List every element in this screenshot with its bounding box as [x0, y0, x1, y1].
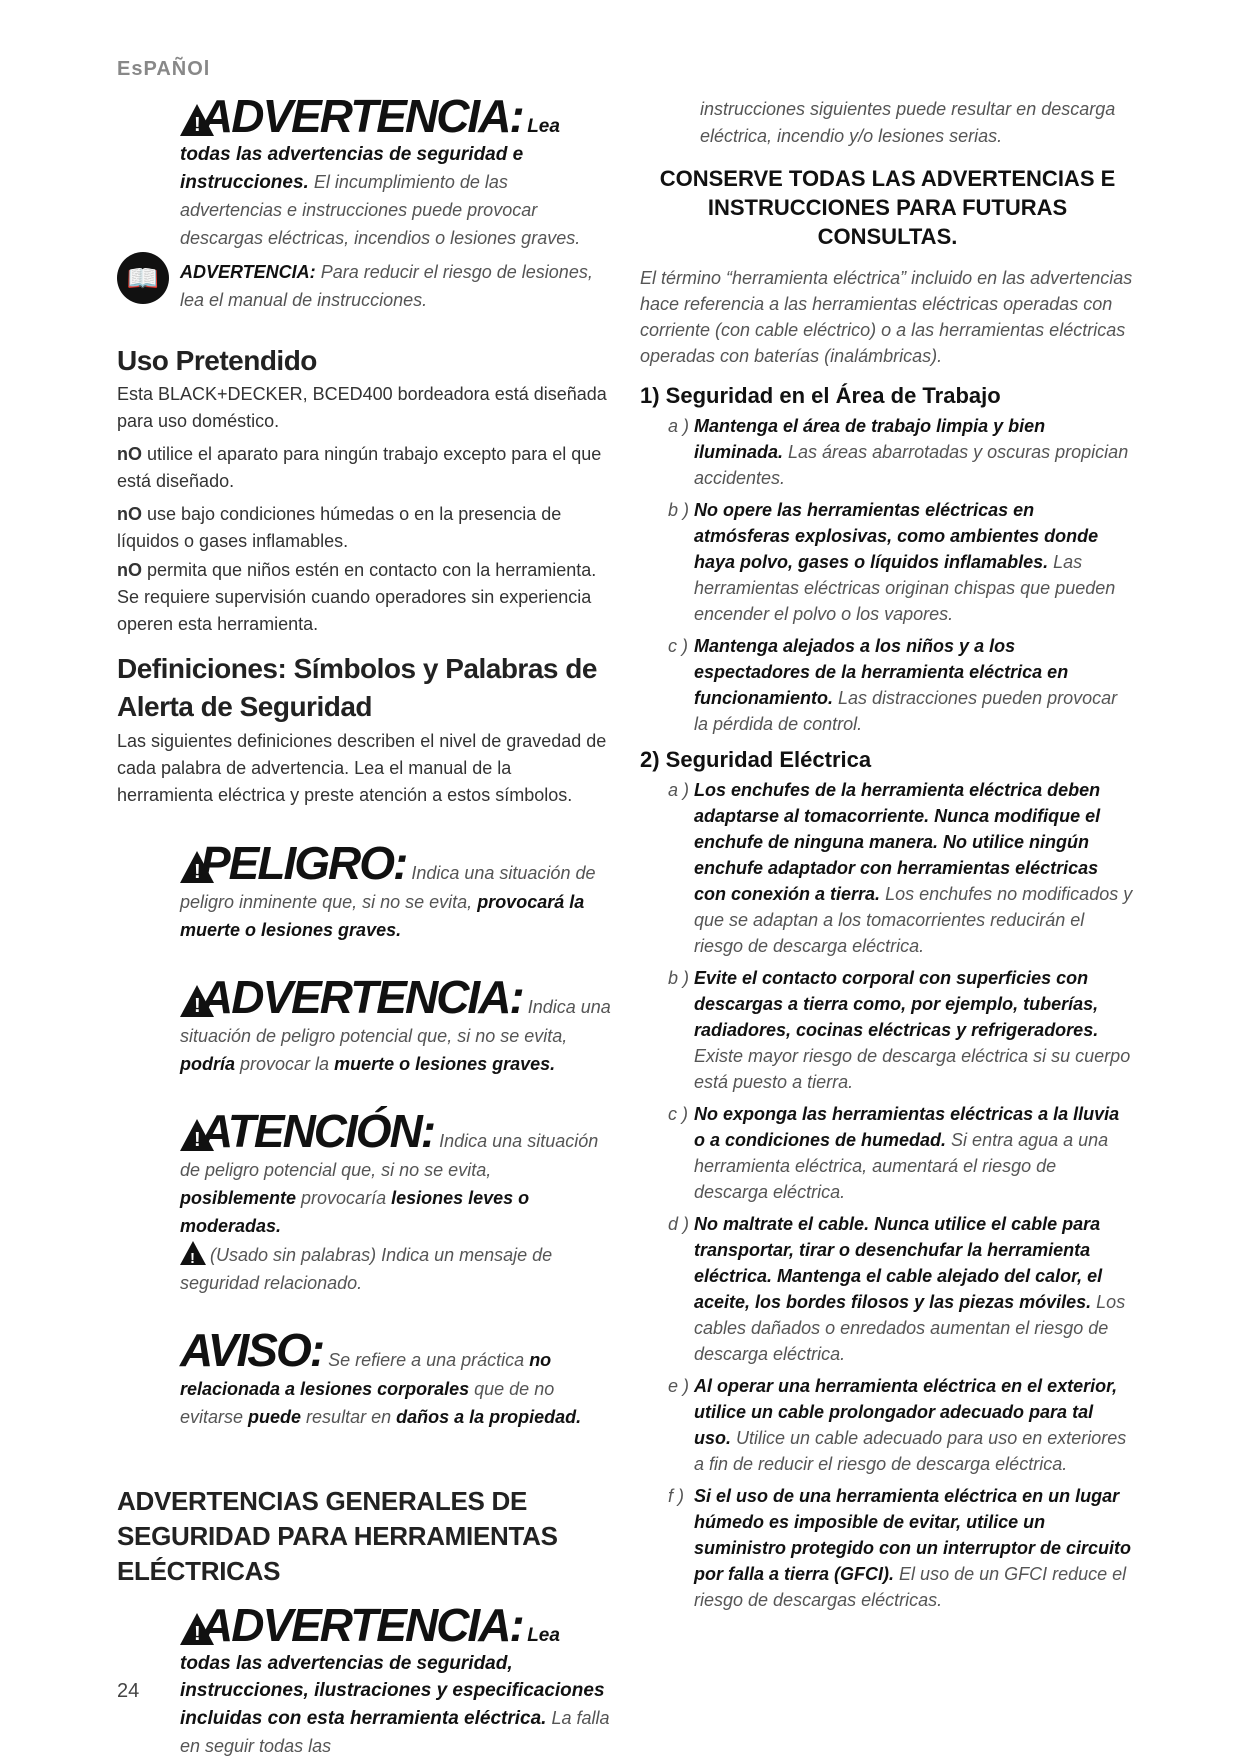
item-text	[694, 1373, 1135, 1477]
definiciones-paragraph: Las siguientes definiciones describen el nivel de gravedad de cada palabra de advertencia. Lea el manual de la herramienta eléctrica y preste atención a estos símbolos.	[117, 731, 607, 805]
no-keyword: nO	[117, 444, 142, 464]
page-number: 24	[117, 1680, 140, 1702]
list-item	[668, 633, 1135, 737]
no-keyword: nO	[117, 504, 142, 524]
item-bold: Mantenga el área de trabajo limpia y bien iluminada.	[694, 416, 1046, 462]
definition-text: Indica una situación de peligro inminente que, si no se evita,	[180, 863, 596, 912]
definition-text: provocar la	[235, 1054, 335, 1074]
definition-text: (Usado sin palabras) Indica un mensaje de seguridad relacionado.	[180, 1245, 553, 1293]
item-marker: e )	[668, 1376, 690, 1396]
list-item	[668, 1101, 1135, 1205]
warning-triangle-icon: !	[180, 1613, 214, 1645]
definition-text: provocaría	[296, 1188, 392, 1208]
item-marker: f )	[668, 1486, 684, 1506]
warning-lead: Lea todas las advertencias de seguridad e instrucciones.	[180, 116, 560, 193]
warning-triangle-icon: !	[180, 1119, 214, 1151]
definition-emphasis: podría	[180, 1054, 236, 1074]
section-title-uso: Uso Pretendido	[117, 345, 317, 376]
definition-text: Indica una situación de peligro potencial que, si no se evita,	[180, 1131, 599, 1180]
warning-label: ADVERTENCIA:	[180, 262, 316, 282]
definition-emphasis: puede	[248, 1407, 302, 1427]
general-warnings-title: ADVERTENCIAS GENERALES DE SEGURIDAD PARA HERRAMIENTAS ELÉCTRICAS	[117, 1486, 558, 1586]
item-plain: Utilice un cable adecuado para uso en exteriores a fin de reducir el riesgo de descarga eléctrica.	[694, 1428, 1127, 1474]
definition-text: que de no evitarse	[180, 1379, 555, 1427]
item-text	[694, 1101, 1135, 1205]
item-plain: Las distracciones pueden provocar la pérdida de control.	[694, 688, 1118, 734]
item-bold: Mantenga alejados a los niños y a los espectadores de la herramienta eléctrica en funcionamiento.	[694, 636, 1069, 708]
item-text	[694, 1483, 1135, 1613]
definition-emphasis: no relacionada a lesiones corporales	[180, 1350, 552, 1399]
definition-text: Se refiere a una práctica	[323, 1350, 530, 1370]
uso-text: use bajo condiciones húmedas o en la presencia de líquidos o gases inflamables.	[117, 504, 562, 551]
item-bold: Si el uso de una herramienta eléctrica en un lugar húmedo es imposible de evitar, utilice un suministro protegido con un interruptor de circuito por falla a tierra (GFCI).	[694, 1486, 1132, 1584]
signal-word: PELIGRO:	[200, 837, 407, 889]
signal-word: ADVERTENCIA:	[200, 971, 523, 1023]
item-plain: Los cables dañados o enredados aumentan el riesgo de descarga eléctrica.	[694, 1292, 1126, 1364]
warning-read-instructions	[180, 90, 612, 253]
list-item	[668, 777, 1135, 959]
item-plain: Si entra agua a una herramienta eléctrica, aumentará el riesgo de descarga eléctrica.	[694, 1130, 1109, 1202]
item-text	[694, 1211, 1135, 1367]
signal-word: ADVERTENCIA:	[200, 90, 523, 142]
item-bold: Al operar una herramienta eléctrica en el exterior, utilice un cable prolongador adecuado para tal uso.	[694, 1376, 1118, 1448]
section-title-definiciones: Definiciones: Símbolos y Palabras de Alerta de Seguridad	[117, 653, 597, 722]
item-plain: Los enchufes no modificados y que se adaptan a los tomacorrientes reducirán el riesgo de descarga eléctrica.	[694, 884, 1133, 956]
item-plain: Existe mayor riesgo de descarga eléctrica si su cuerpo está puesto a tierra.	[694, 1046, 1131, 1092]
warning-read-manual	[180, 259, 612, 315]
list-item	[668, 965, 1135, 1095]
warning-triangle-icon: !	[180, 104, 214, 136]
right-column	[640, 96, 1135, 1613]
conserve-heading: CONSERVE TODAS LAS ADVERTENCIAS E INSTRUCCIONES PARA FUTURAS CONSULTAS.	[659, 166, 1116, 249]
list-item	[668, 1373, 1135, 1477]
list-item	[668, 1483, 1135, 1613]
definition-emphasis: muerte o lesiones graves.	[334, 1054, 556, 1074]
peligro-definition	[180, 837, 612, 945]
warning-triangle-icon: !	[180, 985, 214, 1017]
uso-paragraph	[117, 441, 612, 495]
item-marker: b )	[668, 968, 690, 988]
item-text	[694, 497, 1135, 627]
item-plain: Las herramientas eléctricas originan chispas que pueden encender el polvo o los vapores.	[694, 552, 1116, 624]
warning-text: El incumplimiento de las advertencias e instrucciones puede provocar descargas eléctricas, incendios o lesiones graves.	[180, 172, 581, 248]
uso-text: permita que niños estén en contacto con la herramienta. Se requiere supervisión cuando operadores sin experiencia operen esta herramienta.	[117, 560, 597, 634]
section-title-seguridad-electrica: 2) Seguridad Eléctrica	[640, 747, 872, 772]
seguridad-electrica-list	[640, 777, 1135, 1613]
signal-word: ADVERTENCIA:	[200, 1599, 523, 1651]
definition-text: resultar en	[301, 1407, 397, 1427]
item-plain: El uso de un GFCI reduce el riesgo de descargas eléctricas.	[694, 1564, 1127, 1610]
list-item	[668, 497, 1135, 627]
no-keyword: nO	[117, 560, 142, 580]
definition-emphasis: provocará la muerte o lesiones graves.	[180, 892, 585, 940]
definition-text: Indica una situación de peligro potencial que, si no se evita,	[180, 997, 611, 1046]
read-manual-icon: 📖	[117, 252, 169, 304]
area-trabajo-list	[640, 413, 1135, 737]
warning-read-all	[180, 1599, 612, 1761]
language-label: EsPAÑOl	[117, 58, 211, 80]
left-column	[117, 90, 612, 1761]
uso-paragraph	[117, 557, 612, 638]
definition-emphasis: posiblemente	[180, 1188, 297, 1208]
item-text	[694, 777, 1135, 959]
warning-text: La falla en seguir todas las	[180, 1708, 610, 1756]
section-title-area-trabajo: 1) Seguridad en el Área de Trabajo	[640, 383, 1001, 408]
warning-triangle-icon: !	[180, 851, 214, 883]
item-plain: Las áreas abarrotadas y oscuras propician accidentes.	[694, 442, 1129, 488]
definition-emphasis: lesiones leves o moderadas.	[180, 1188, 530, 1236]
list-item	[668, 413, 1135, 491]
item-marker: c )	[668, 636, 688, 656]
item-text	[694, 965, 1135, 1095]
item-marker: c )	[668, 1104, 688, 1124]
warning-triangle-icon: !	[180, 1241, 206, 1265]
warning-text: Para reducir el riesgo de lesiones, lea el manual de instrucciones.	[180, 262, 593, 310]
uso-paragraph	[117, 501, 612, 555]
item-text	[694, 633, 1135, 737]
item-bold: No exponga las herramientas eléctricas a la lluvia o a condiciones de humedad.	[694, 1104, 1120, 1150]
list-item	[668, 1211, 1135, 1367]
item-bold: Los enchufes de la herramienta eléctrica deben adaptarse al tomacorriente. Nunca modifique el enchufe de ninguna manera. No utilice ningún enchufe adaptador con herramientas eléctricas con conexión a tierra.	[694, 780, 1101, 904]
item-marker: a )	[668, 416, 690, 436]
item-text	[694, 413, 1135, 491]
warning-lead: Lea todas las advertencias de seguridad, instrucciones, ilustraciones y especificaciones incluidas con esta herramienta eléctrica.	[180, 1625, 605, 1729]
advertencia-definition	[180, 971, 612, 1079]
uso-paragraph: Esta BLACK+DECKER, BCED400 bordeadora está diseñada para uso doméstico.	[117, 384, 607, 431]
item-marker: d )	[668, 1214, 690, 1234]
item-bold: No maltrate el cable. Nunca utilice el cable para transportar, tirar o desenchufar la herramienta eléctrica. Mantenga el cable alejado del calor, el aceite, los bordes filosos y las piezas móviles.	[694, 1214, 1103, 1312]
aviso-definition	[180, 1324, 612, 1432]
signal-word: AVISO:	[180, 1324, 324, 1376]
termino-paragraph: El término “herramienta eléctrica” incluido en las advertencias hace referencia a las herramientas eléctricas operadas con corriente (con cable eléctrico) o a las herramientas eléctricas operadas con baterías (inalámbricas).	[640, 268, 1133, 366]
continued-text: instrucciones siguientes puede resultar en descarga eléctrica, incendio y/o lesiones serias.	[700, 99, 1116, 146]
definition-emphasis: daños a la propiedad.	[396, 1407, 582, 1427]
item-marker: b )	[668, 500, 690, 520]
item-bold: No opere las herramientas eléctricas en atmósferas explosivas, como ambientes donde haya polvo, gases o líquidos inflamables.	[694, 500, 1099, 572]
uso-text: utilice el aparato para ningún trabajo excepto para el que está diseñado.	[117, 444, 602, 491]
signal-word: ATENCIÓN:	[200, 1105, 435, 1157]
item-bold: Evite el contacto corporal con superficies con descargas a tierra como, por ejemplo, tuberías, radiadores, cocinas eléctricas y refrigeradores.	[694, 968, 1099, 1040]
item-marker: a )	[668, 780, 690, 800]
atencion-definition	[180, 1105, 612, 1298]
